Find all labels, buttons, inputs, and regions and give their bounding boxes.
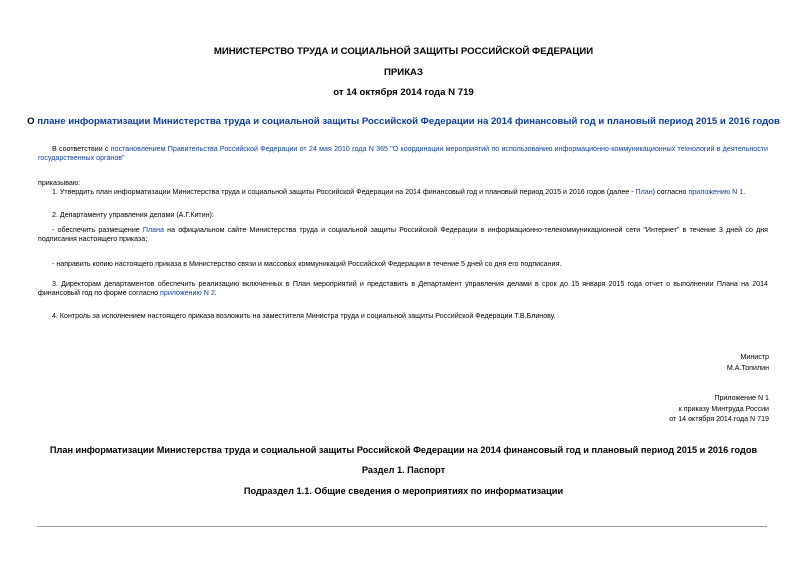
item-1-text: 1. Утвердить план информатизации Министерства труда и социальной защиты Российской Федерации на 2014 финансовый год и плановый период 2015 и 2016 годов (далее -	[52, 188, 636, 196]
orders-word: приказываю:	[38, 179, 81, 187]
appendix-note-line-1: Приложение N 1	[714, 394, 769, 402]
item-1	[52, 188, 745, 197]
item-2-sub-1-text: - обеспечить размещение	[52, 226, 143, 234]
signature-role: Министр	[740, 353, 769, 361]
item-2: 2. Департаменту управления делами (А.Г.Китин):	[52, 211, 214, 219]
item-3-text: 3. Директорам департаментов обеспечить реализацию включенных в План мероприятий и представить в Департамент управления делами в срок до 15 января 2015 года отчет о выполнении Плана на 2014 финансовый год по форме согласно	[38, 280, 768, 297]
item-2-sub-1	[38, 226, 768, 244]
plan-link[interactable]: План	[635, 188, 653, 196]
plan-title: План информатизации Министерства труда и социальной защиты Российской Федерации на 2014 финансовый год и плановый период 2015 и 2016 годов	[49, 445, 758, 455]
doc-date-number: от 14 октября 2014 года N 719	[333, 87, 474, 98]
plan-subsection: Подраздел 1.1. Общие сведения о мероприятиях по информатизации	[243, 486, 564, 496]
preamble-text: В соответствии с	[52, 145, 111, 153]
bottom-divider	[37, 526, 767, 527]
appendix-1-link[interactable]: приложению N 1	[688, 188, 744, 196]
doc-type-heading: ПРИКАЗ	[384, 67, 423, 78]
appendix-note-line-3: от 14 октября 2014 года N 719	[669, 415, 769, 423]
signature-name: М.А.Топилин	[726, 364, 769, 372]
item-4: 4. Контроль за исполнением настоящего приказа возложить на заместителя Министра труда и социальной защиты Российской Федерации Т.В.Блинову.	[52, 312, 556, 320]
plan-link-2[interactable]: Плана	[142, 226, 164, 234]
item-1-text-b: ) согласно	[652, 188, 689, 196]
item-1-end: .	[743, 188, 746, 196]
ministry-heading: МИНИСТЕРСТВО ТРУДА И СОЦИАЛЬНОЙ ЗАЩИТЫ РОССИЙСКОЙ ФЕДЕРАЦИИ	[213, 46, 594, 57]
document-title	[0, 116, 807, 127]
appendix-note-line-2: к приказу Минтруда России	[678, 405, 769, 413]
item-3	[38, 280, 768, 298]
item-3-end: .	[214, 289, 217, 297]
item-2-sub-1-text-b: на официальном сайте Министерства труда и социальной защиты Российской Федерации в информационно-телекоммуникационной сети "Интернет" в течение 3 дней со дня подписания настоящего приказа;	[38, 226, 768, 243]
appendix-2-link[interactable]: приложению N 2	[160, 289, 215, 297]
plan-section: Раздел 1. Паспорт	[361, 465, 446, 475]
preamble-link[interactable]: постановлением Правительства Российской Федерации от 24 мая 2010 года N 365 "О координации мероприятий по использованию информационно-коммуникационных технологий в деятельности государственных органов"	[38, 145, 769, 162]
preamble-paragraph	[38, 145, 768, 163]
item-2-sub-2: - направить копию настоящего приказа в Министерство связи и массовых коммуникаций Российской Федерации в течение 5 дней со дня его подписания.	[52, 260, 562, 268]
title-link[interactable]: плане информатизации Министерства труда и социальной защиты Российской Федерации на 2014 финансовый год и плановый период 2015 и 2016 годов	[37, 116, 780, 127]
title-prefix: О	[27, 116, 38, 127]
